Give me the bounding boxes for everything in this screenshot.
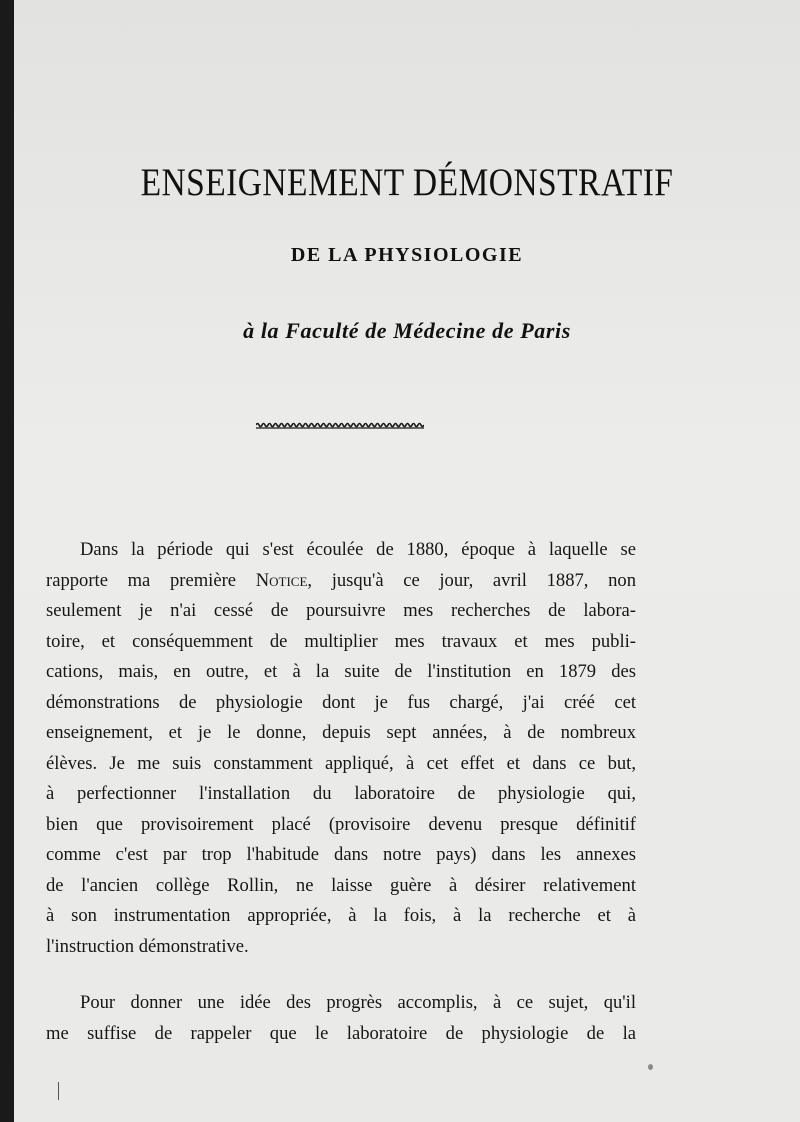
text-line: cations, mais, en outre, et à la suite de l'institution en 1879 des — [46, 661, 636, 682]
notice-word: Notice — [255, 569, 308, 591]
text-line: démonstrations de physiologie dont je fus chargé, j'ai créé cet — [46, 691, 636, 713]
paper-mark — [58, 1082, 59, 1100]
paragraph-2 — [46, 988, 636, 1049]
wavy-rule-ornament — [256, 420, 424, 430]
text-line: de l'ancien collège Rollin, ne laisse guère à désirer relativement — [46, 874, 636, 896]
text-line: seulement je n'ai cessé de poursuivre mes recherches de labora- — [46, 600, 636, 621]
text-line: enseignement, et je le donne, depuis sept années, à de nombreux — [46, 722, 636, 743]
text-line: à perfectionner l'installation du laboratoire de physiologie qui, — [46, 783, 636, 804]
text-line: toire, et conséquemment de multiplier mes travaux et mes publi- — [46, 630, 636, 652]
faculty-line: à la Faculté de Médecine de Paris — [243, 318, 571, 343]
text-span: , jusqu'à ce jour, avril 1887, non — [307, 569, 636, 591]
document-page — [14, 0, 800, 1122]
page-title: ENSEIGNEMENT DÉMONSTRATIF — [140, 161, 674, 204]
paragraph-1 — [46, 535, 636, 962]
paper-speck — [648, 1064, 653, 1070]
text-line: Dans la période qui s'est écoulée de 1880, époque à laquelle se — [80, 539, 636, 560]
text-line: bien que provisoirement placé (provisoire devenu presque définitif — [46, 813, 636, 835]
text-line: me suffise de rappeler que le laboratoire de physiologie de la — [46, 1022, 636, 1044]
text-line: comme c'est par trop l'habitude dans notre pays) dans les annexes — [46, 844, 636, 865]
text-line: Pour donner une idée des progrès accomplis, à ce sujet, qu'il — [80, 992, 636, 1013]
text-line: élèves. Je me suis constamment appliqué, à cet effet et dans ce but, — [46, 752, 636, 774]
page-subtitle: DE LA PHYSIOLOGIE — [290, 244, 524, 266]
text-line — [46, 566, 636, 597]
text-line: l'instruction démonstrative. — [46, 935, 249, 957]
text-span: rapporte ma première — [46, 569, 256, 591]
text-line: à son instrumentation appropriée, à la fois, à la recherche et à — [46, 905, 636, 926]
